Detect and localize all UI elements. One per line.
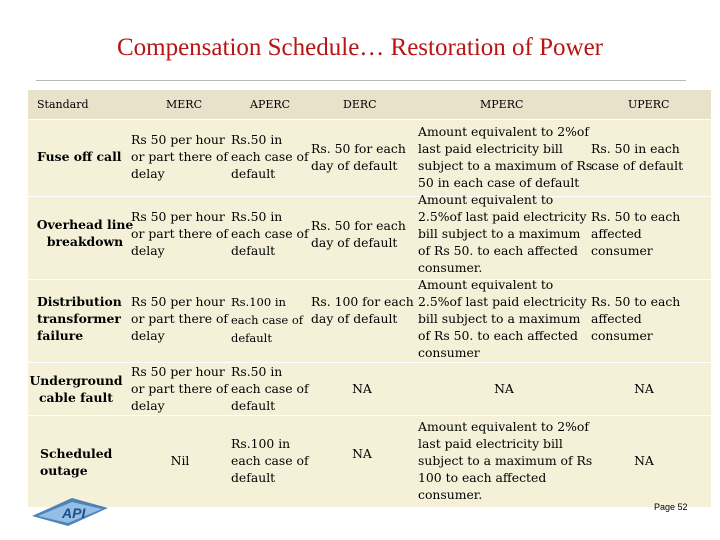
row-1-uperc: Rs. 50 in each case of default [591, 141, 684, 173]
row-separator [28, 415, 711, 416]
header-standard: Standard [37, 98, 89, 111]
page-title: Compensation Schedule… Restoration of Power [116, 34, 604, 61]
row-separator [28, 279, 711, 280]
logo-text: API [62, 505, 86, 521]
row-5-standard: Scheduled outage [40, 446, 113, 478]
row-4-mperc: NA [494, 381, 514, 396]
row-3-merc: Rs 50 per hour or part there of delay [131, 294, 229, 343]
header-merc: MERC [166, 98, 202, 111]
page-number: Page 52 [654, 502, 688, 512]
title-divider [36, 80, 686, 81]
header-aperc: APERC [250, 98, 291, 111]
row-separator [28, 119, 711, 120]
row-1-merc: Rs 50 per hour or part there of delay [131, 132, 229, 181]
row-2-derc: Rs. 50 for each day of default [311, 218, 406, 250]
row-2-mperc: Amount equivalent to 2.5%of last paid electricity bill subject to a maximum of Rs 50. to each affected consumer. [418, 192, 587, 275]
row-3-derc: Rs. 100 for each day of default [311, 294, 414, 326]
row-1-aperc: Rs.50 in each case of default [231, 132, 309, 181]
row-5-aperc: Rs.100 in each case of default [231, 436, 309, 485]
row-4-standard: Underground cable fault [29, 373, 123, 405]
row-4-derc: NA [352, 381, 372, 396]
header-uperc: UPERC [628, 98, 670, 111]
row-3-mperc: Amount equivalent to 2.5%of last paid electricity bill subject to a maximum of Rs 50. to each affected consumer [418, 277, 587, 360]
row-3-standard: Distribution transformer failure [37, 294, 122, 343]
row-2-uperc: Rs. 50 to each affected consumer [591, 209, 681, 258]
row-4-aperc: Rs.50 in each case of default [231, 364, 309, 413]
row-1-mperc: Amount equivalent to 2%of last paid electricity bill subject to a maximum of Rs 50 in each case of default [418, 124, 593, 190]
header-derc: DERC [343, 98, 377, 111]
company-logo [30, 494, 110, 528]
row-1-standard: Fuse off call [37, 149, 122, 164]
row-4-merc: Rs 50 per hour or part there of delay [131, 364, 229, 413]
row-2-standard: Overhead line breakdown [36, 217, 134, 249]
row-3-aperc: Rs.100 in each case of default [231, 295, 304, 345]
row-2-aperc: Rs.50 in each case of default [231, 209, 309, 258]
row-5-merc: Nil [170, 453, 190, 468]
row-4-uperc: NA [634, 381, 654, 396]
row-2-merc: Rs 50 per hour or part there of delay [131, 209, 229, 258]
row-5-derc: NA [352, 446, 372, 461]
row-separator [28, 196, 711, 197]
row-5-uperc: NA [634, 453, 654, 468]
row-5-mperc: Amount equivalent to 2%of last paid electricity bill subject to a maximum of Rs 100 to each affected consumer. [418, 419, 593, 502]
row-3-uperc: Rs. 50 to each affected consumer [591, 294, 681, 343]
row-1-derc: Rs. 50 for each day of default [311, 141, 406, 173]
header-mperc: MPERC [480, 98, 524, 111]
